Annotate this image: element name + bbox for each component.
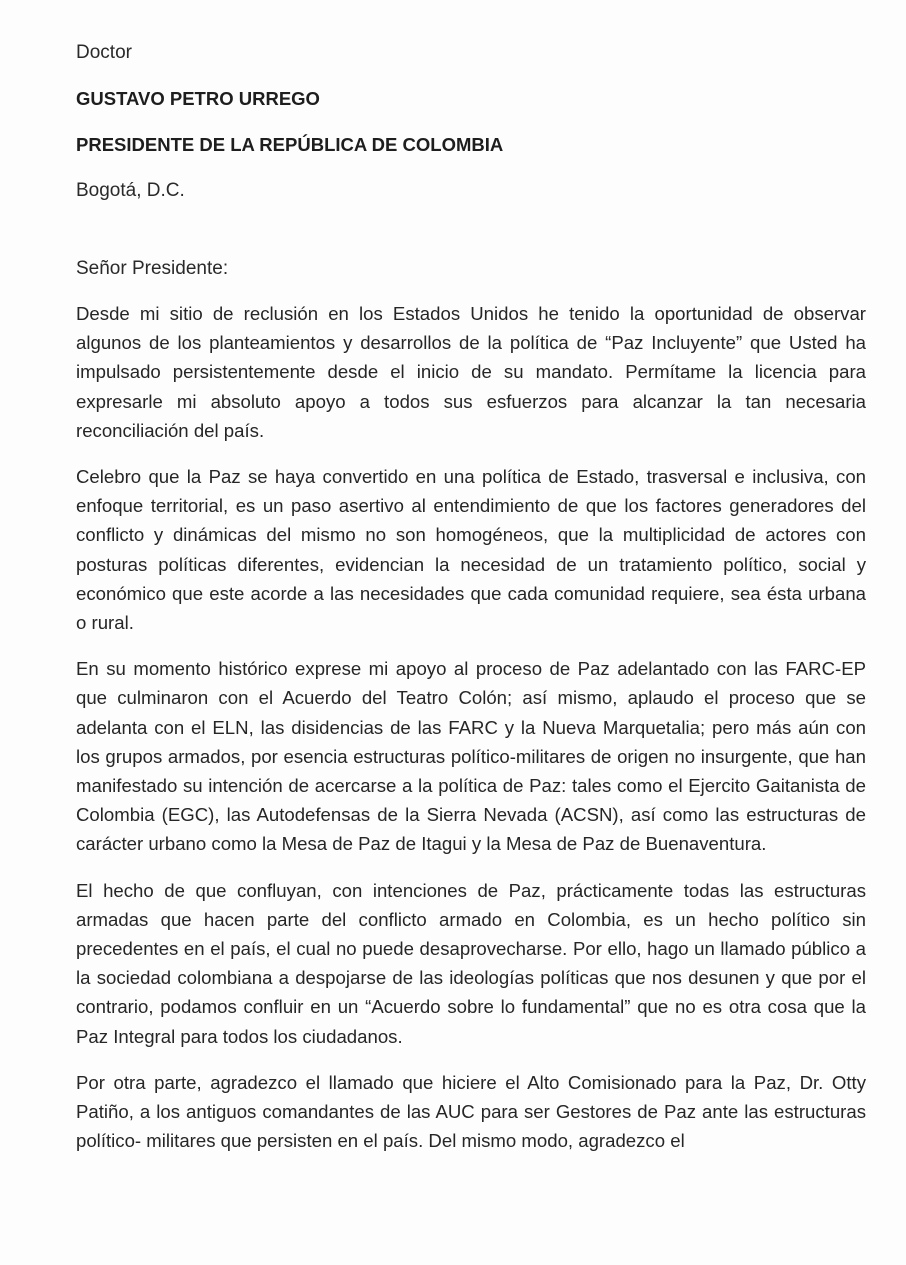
addressee-title: Doctor <box>76 42 132 63</box>
paragraph-2: Celebro que la Paz se haya convertido en una política de Estado, trasversal e inclusiva, con enfoque territorial, es un paso asertivo al entendimiento de que los factores generadores del conflicto y dinámicas del mismo no son homogéneos, que la multiplicidad de actores con posturas políticas diferentes, evidencian la necesidad de un tratamiento político, social y económico que este acorde a las necesidades que cada comunidad requiere, sea ésta urbana o rural. <box>76 466 866 634</box>
addressee-block <box>76 30 866 214</box>
paragraph-5: Por otra parte, agradezco el llamado que hiciere el Alto Comisionado para la Paz, Dr. Otty Patiño, a los antiguos comandantes de las AUC para ser Gestores de Paz ante las estructuras político- militares que persisten en el país. Del mismo modo, agradezco el <box>76 1071 866 1152</box>
paragraph-3: En su momento histórico exprese mi apoyo al proceso de Paz adelantado con las FARC-EP que culminaron con el Acuerdo del Teatro Colón; así mismo, aplaudo el proceso que se adelanta con el ELN, las disidencias de las FARC y la Nueva Marquetalia; pero más aún con los grupos armados, por esencia estructuras político-militares de origen no insurgente, que han manifestado su intención de acercarse a la política de Paz: tales como el Ejercito Gaitanista de Colombia (EGC), las Autodefensas de la Sierra Nevada (ACSN), así como las estructuras de carácter urbano como la Mesa de Paz de Itagui y la Mesa de Paz de Buenaventura. <box>76 658 866 855</box>
paragraph-1: Desde mi sitio de reclusión en los Estados Unidos he tenido la oportunidad de observar algunos de los planteamientos y desarrollos de la política de “Paz Incluyente” que Usted ha impulsado persistentemente desde el inicio de su mandato. Permítame la licencia para expresarle mi absoluto apoyo a todos sus esfuerzos para alcanzar la tan necesaria reconciliación del país. <box>76 303 866 441</box>
letter-body <box>76 299 866 1172</box>
addressee-name: GUSTAVO PETRO URREGO <box>76 88 320 109</box>
paragraph-4: El hecho de que confluyan, con intenciones de Paz, prácticamente todas las estructuras armadas que hacen parte del conflicto armado en Colombia, es un hecho político sin precedentes en el país, el cual no puede desaprovecharse. Por ello, hago un llamado público a la sociedad colombiana a despojarse de las ideologías políticas que nos desunen y que por el contrario, podamos confluir en un “Acuerdo sobre lo fundamental” que no es otra cosa que la Paz Integral para todos los ciudadanos. <box>76 879 866 1047</box>
addressee-city: Bogotá, D.C. <box>76 180 185 201</box>
salutation: Señor Presidente: <box>76 258 229 279</box>
addressee-position: PRESIDENTE DE LA REPÚBLICA DE COLOMBIA <box>76 134 504 155</box>
